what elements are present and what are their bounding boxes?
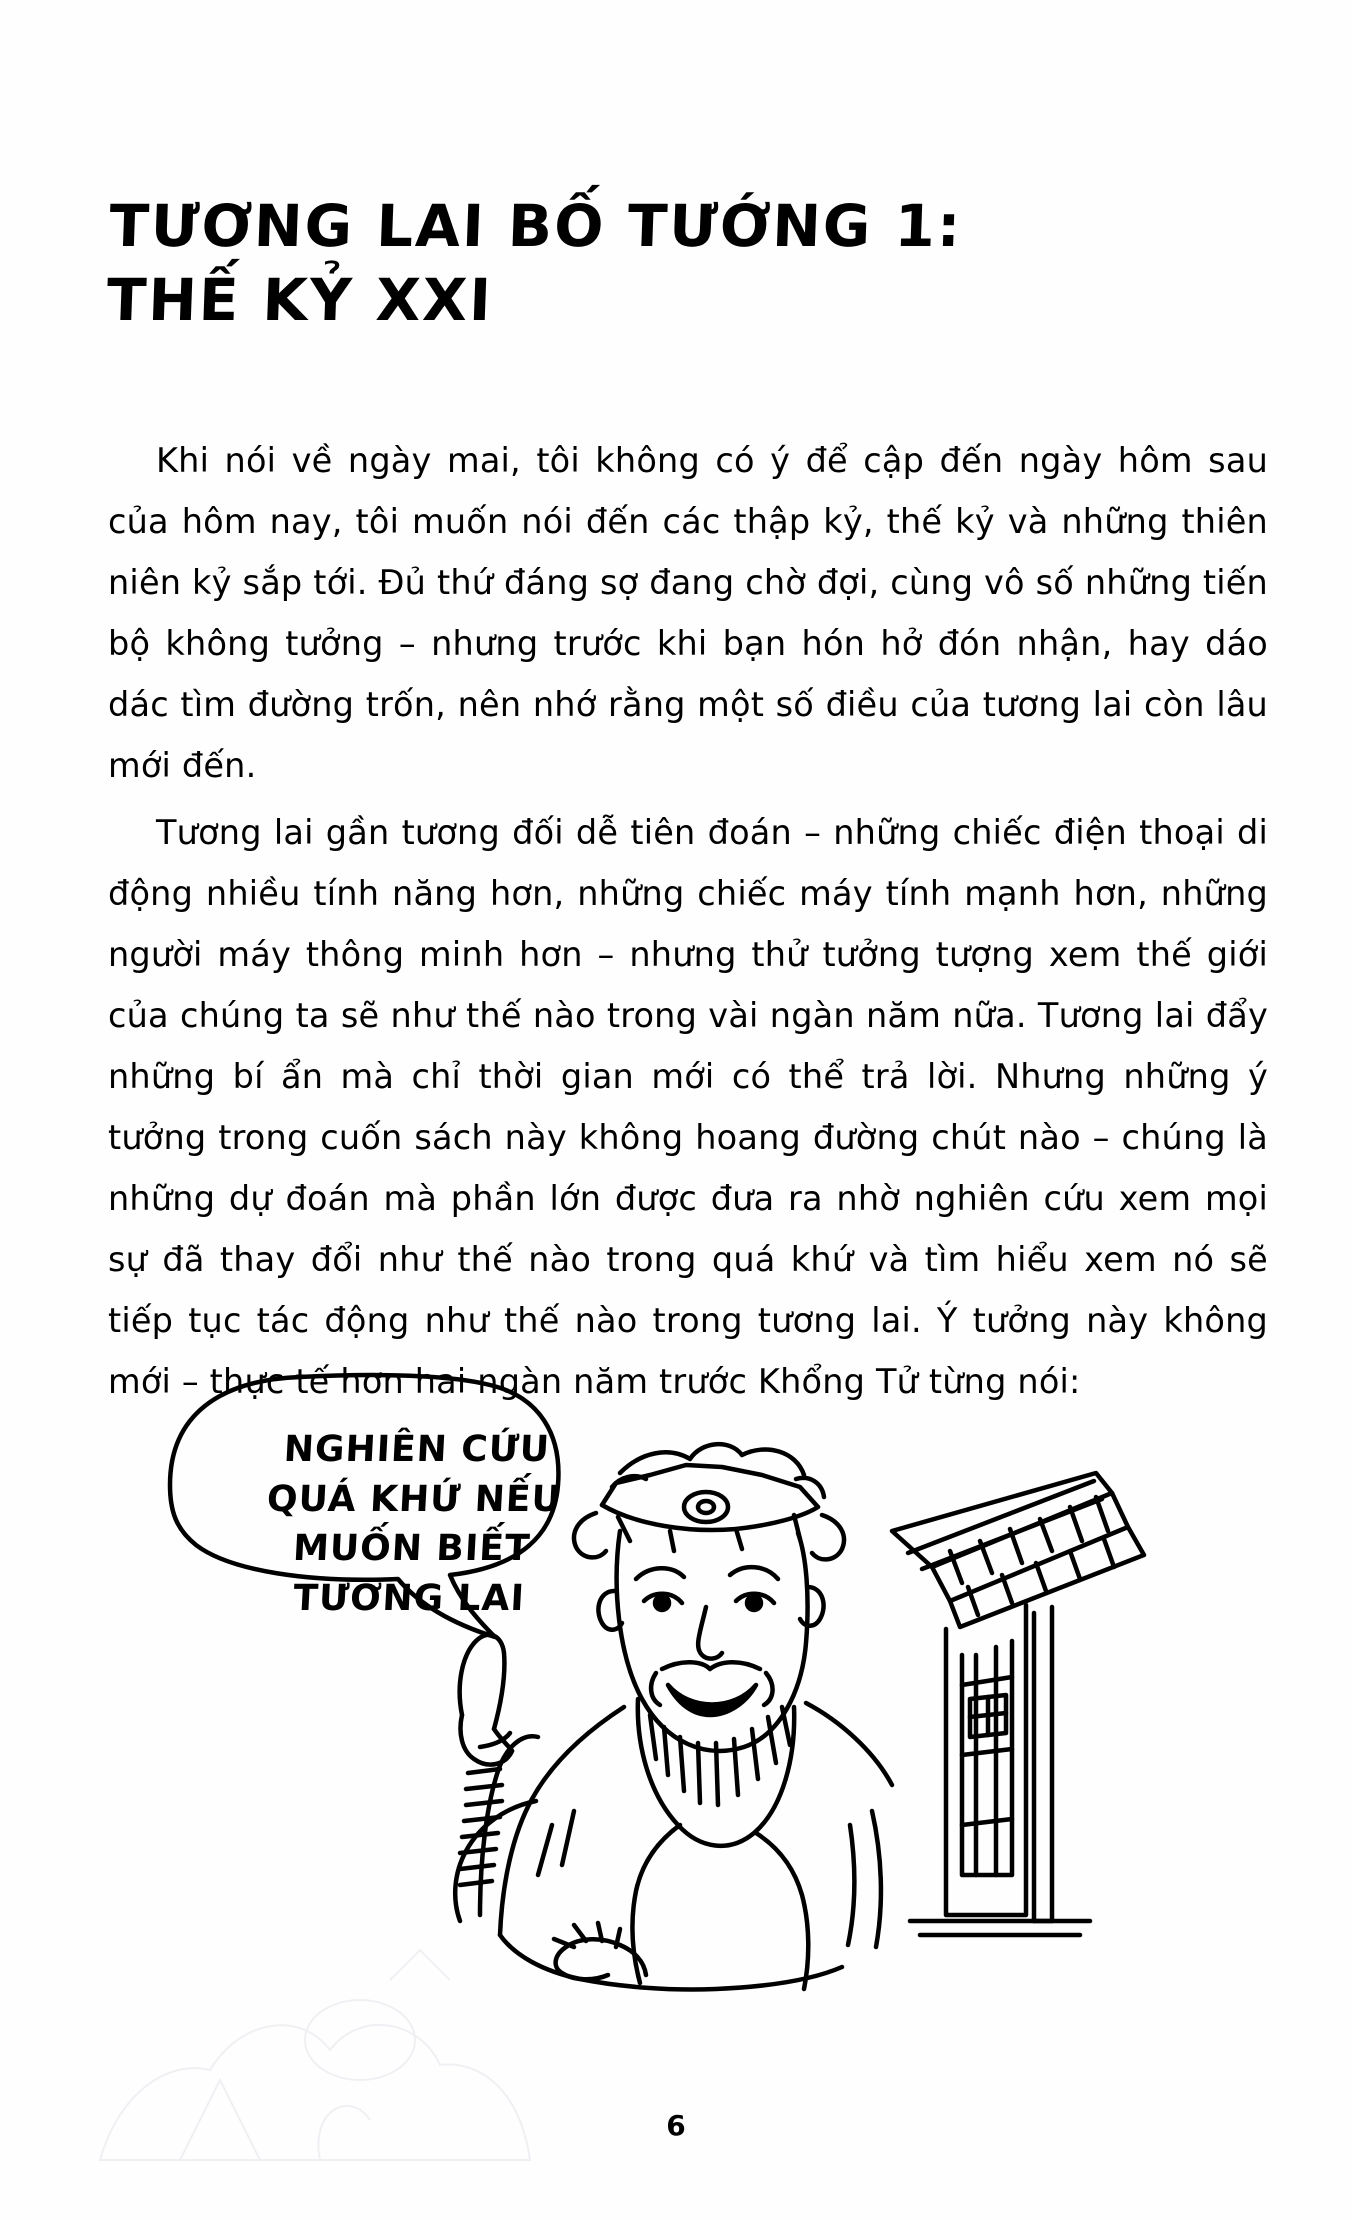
page-title-line-2: THẾ KỶ XXI bbox=[105, 266, 494, 335]
speech-bubble-text bbox=[243, 1425, 583, 1624]
speech-bubble-line-2: QUÁ KHỨ NẾU bbox=[265, 1478, 563, 1520]
paragraph-1: Khi nói về ngày mai, tôi không có ý để cập đến ngày hôm sau của hôm nay, tôi muốn nói đến các thập kỷ, thế kỷ và những thiên niên kỷ sắp tới. Đủ thứ đáng sợ đang chờ đợi, cùng vô số những tiến bộ không tưởng – nhưng trước khi bạn hón hở đón nhận, hay dáo dác tìm đường trốn, nên nhớ rằng một số điều của tương lai còn lâu mới đến. bbox=[108, 441, 1268, 785]
body-text bbox=[108, 430, 1268, 1412]
page-number: 6 bbox=[666, 2109, 686, 2142]
paragraph-2: Tương lai gần tương đối dễ tiên đoán – những chiếc điện thoại di động nhiều tính năng hơn, những chiếc máy tính mạnh hơn, những người máy thông minh hơn – nhưng thử tưởng tượng xem thế giới của chúng ta sẽ như thế nào trong vài ngàn năm nữa. Tương lai đẩy những bí ẩn mà chỉ thời gian mới có thể trả lời. Nhưng những ý tưởng trong cuốn sách này không hoang đường chút nào – chúng là những dự đoán mà phần lớn được đưa ra nhờ nghiên cứu xem mọi sự đã thay đổi như thế nào trong quá khứ và tìm hiểu xem nó sẽ tiếp tục tác động như thế nào trong tương lai. Ý tưởng này không mới – thực tế hơn hai ngàn năm trước Khổng Tử từng nói: bbox=[108, 813, 1268, 1401]
speech-bubble-line-1: NGHIÊN CỨU bbox=[282, 1429, 552, 1470]
page-title-line-1: TƯƠNG LAI BỐ TƯỚNG 1: bbox=[108, 191, 964, 260]
speech-bubble-line-4: TƯƠNG LAI bbox=[292, 1578, 526, 1620]
page-title bbox=[105, 189, 1210, 337]
speech-bubble-line-3: MUỐN BIẾT bbox=[291, 1528, 532, 1570]
